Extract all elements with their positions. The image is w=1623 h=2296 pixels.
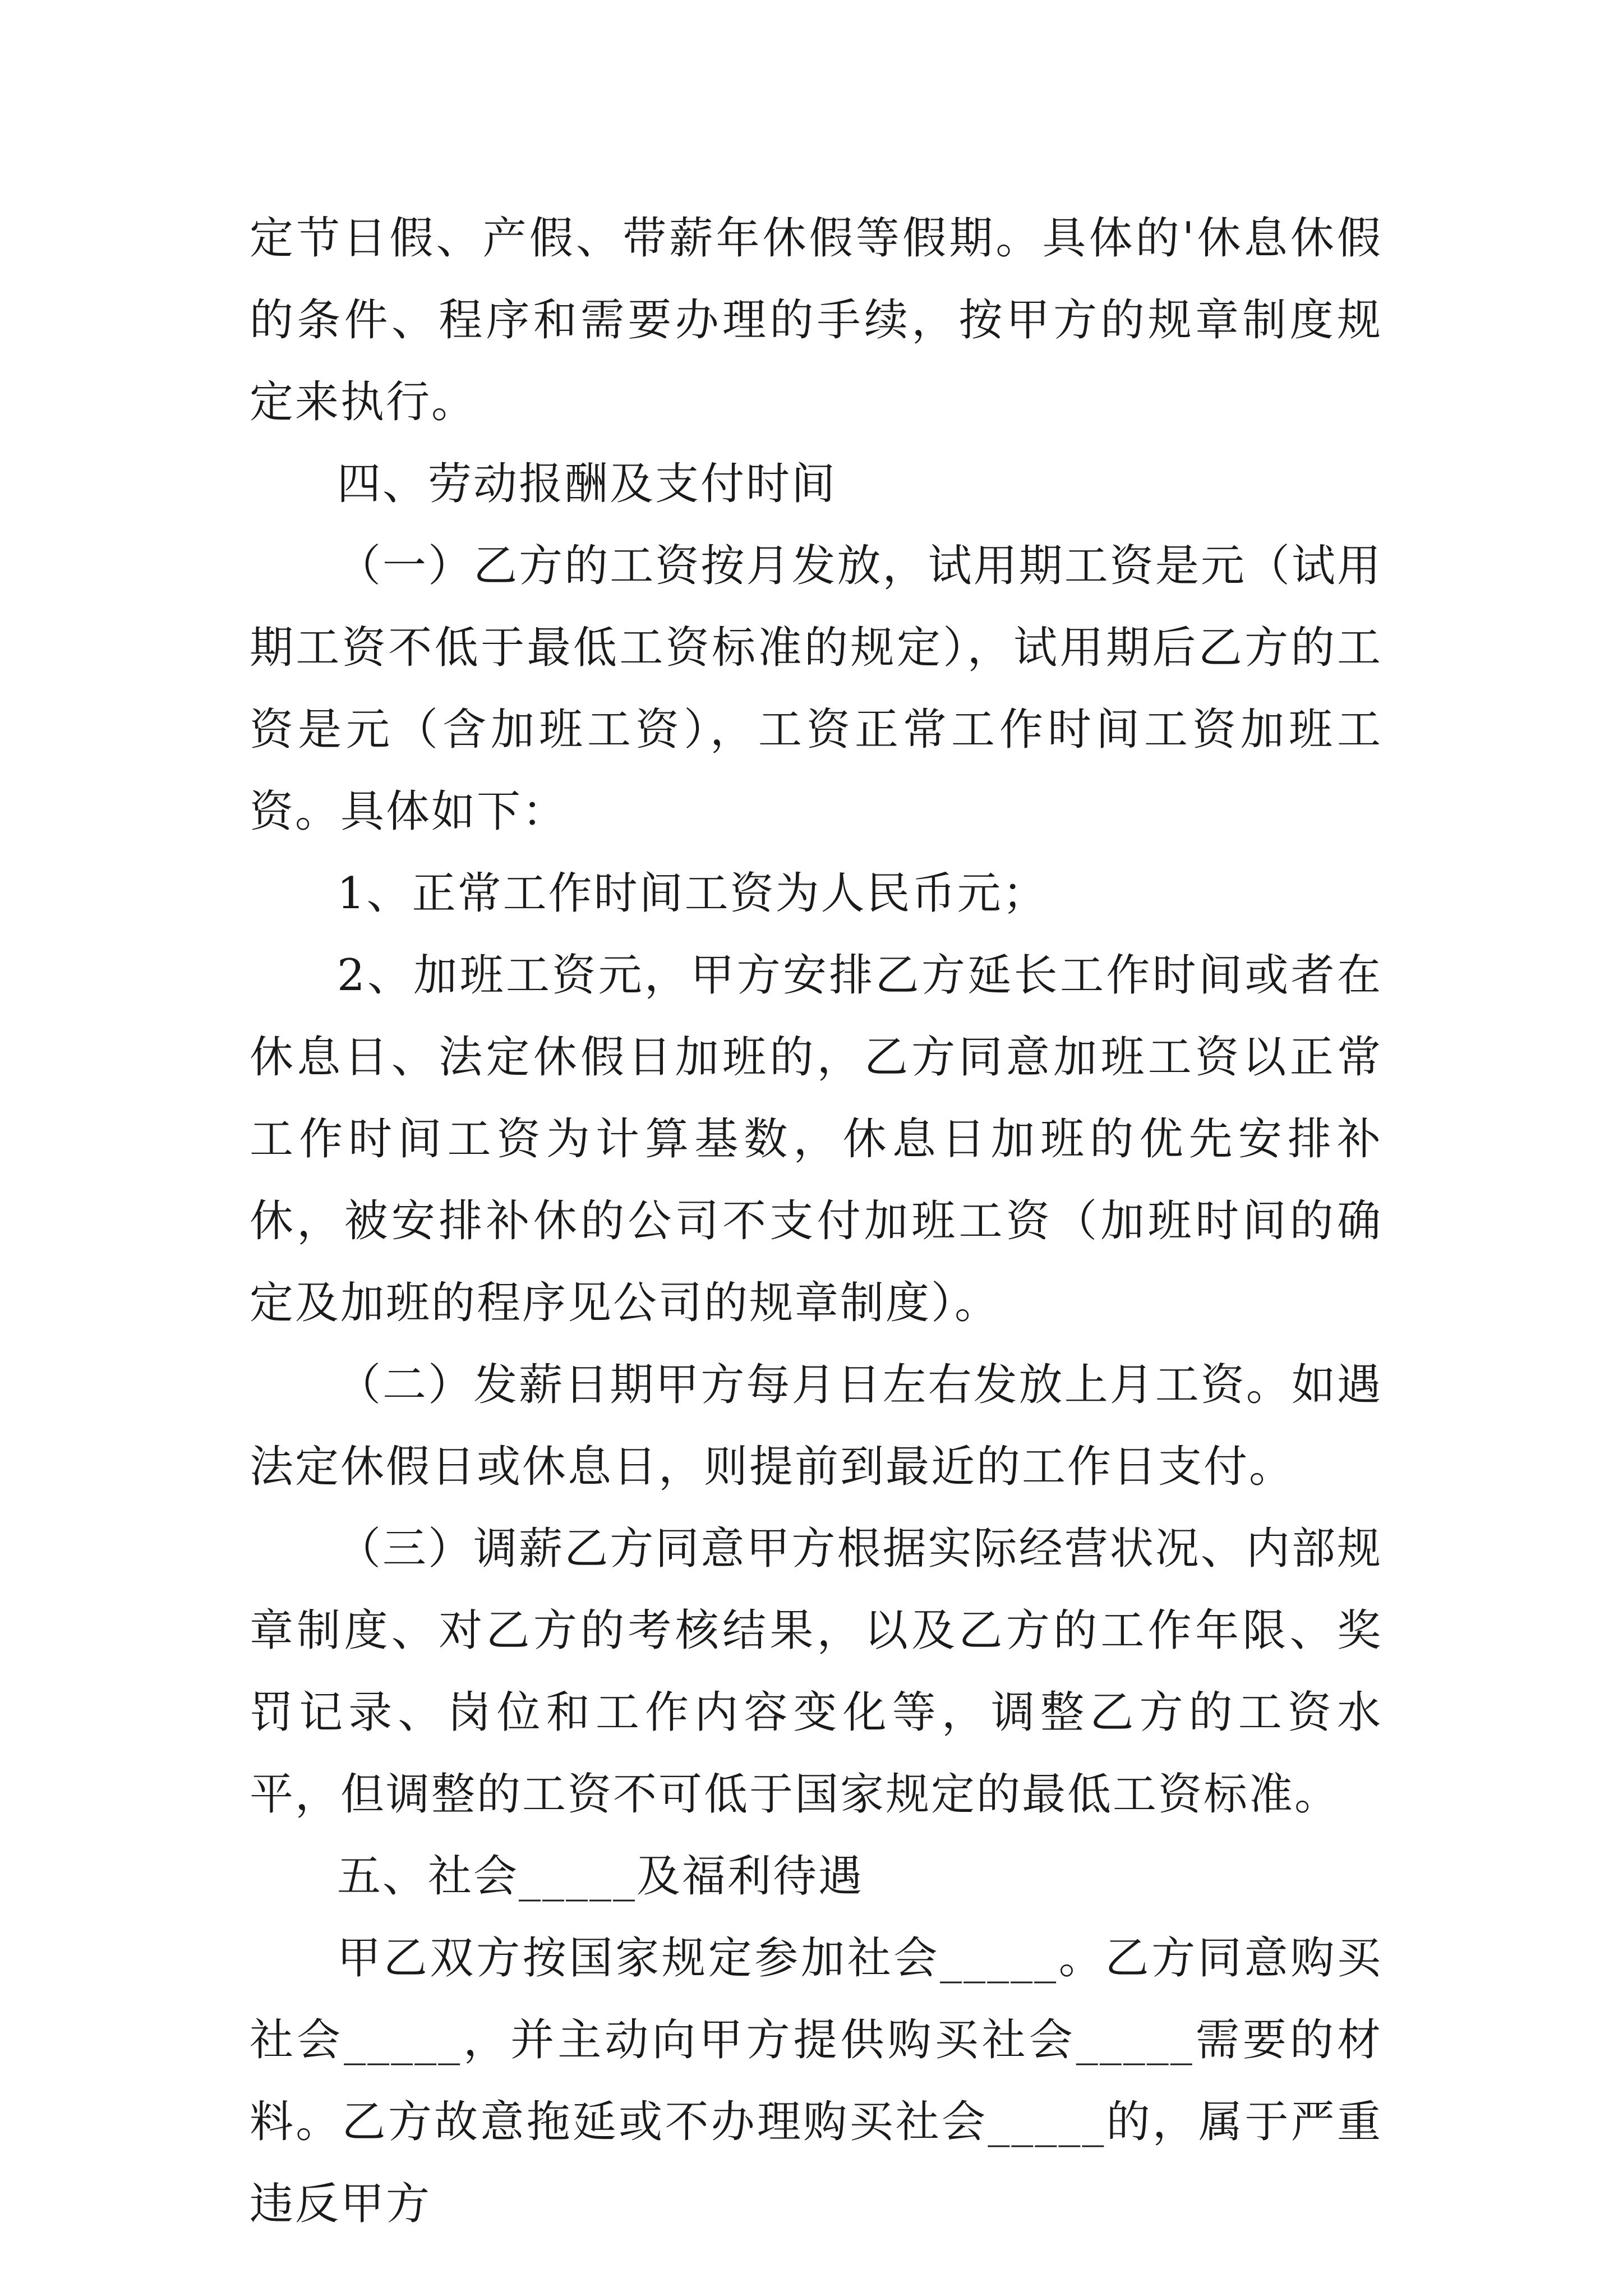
paragraph-4-1-salary: （一）乙方的工资按月发放，试用期工资是元（试用期工资不低于最低工资标准的规定），试用期后乙方的工资是元（含加班工资），工资正常工作时间工资加班工资。具体如下： <box>250 541 1382 837</box>
section-4-heading: 四、劳动报酬及支付时间 <box>337 459 837 509</box>
list-item-overtime-wage: 2、加班工资元，甲方安排乙方延长工作时间或者在休息日、法定休假日加班的，乙方同意加班工资以正常工作时间工资为计算基数，休息日加班的优先安排补休，被安排补休的公司不支付加班工资（加班时间的确定及加班的程序见公司的规章制度）。 <box>250 950 1382 1328</box>
paragraph-5-social-insurance: 甲乙双方按国家规定参加社会_____。乙方同意购买社会_____，并主动向甲方提供购买社会_____需要的材料。乙方故意拖延或不办理购买社会_____的，属于严重违反甲方 <box>250 1933 1382 2229</box>
paragraph-holiday-continued: 定节日假、产假、带薪年休假等假期。具体的'休息休假的条件、程序和需要办理的手续，按甲方的规章制度规定来执行。 <box>250 213 1382 427</box>
document-body <box>250 197 1382 2245</box>
paragraph-4-3-salary-adjustment: （三）调薪乙方同意甲方根据实际经营状况、内部规章制度、对乙方的考核结果，以及乙方的工作年限、奖罚记录、岗位和工作内容变化等，调整乙方的工资水平，但调整的工资不可低于国家规定的最低工资标准。 <box>250 1524 1382 1820</box>
paragraph-4-2-payday: （二）发薪日期甲方每月日左右发放上月工资。如遇法定休假日或休息日，则提前到最近的工作日支付。 <box>250 1360 1382 1492</box>
section-5-heading: 五、社会_____及福利待遇 <box>337 1851 864 1902</box>
list-item-normal-wage: 1、正常工作时间工资为人民币元； <box>337 868 1048 919</box>
